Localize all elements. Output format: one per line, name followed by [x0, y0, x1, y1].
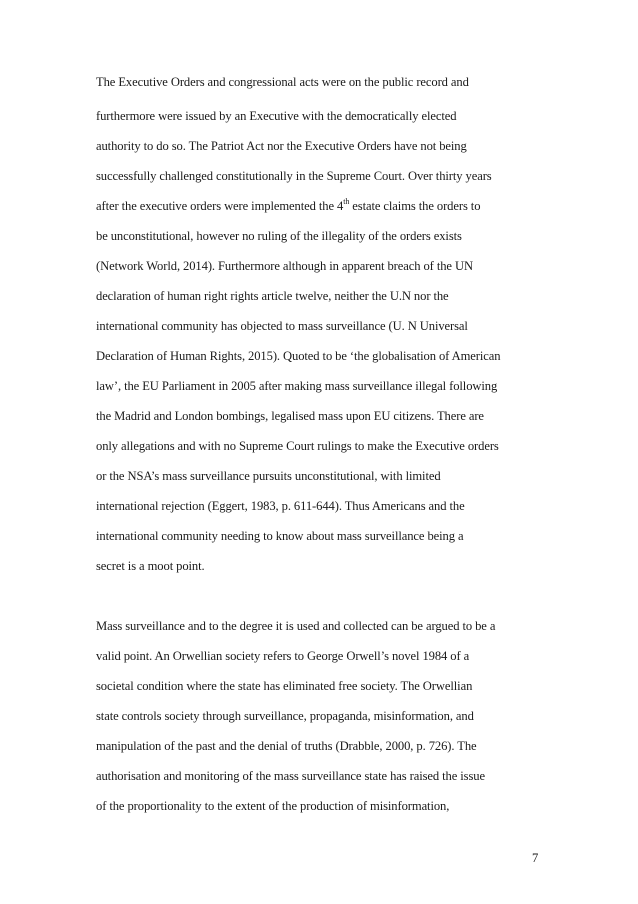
paragraph-1-line-2: furthermore were issued by an Executive with the democratically elected: [96, 109, 457, 123]
paragraph-1-line-9: international community has objected to mass surveillance (U. N Universal: [96, 319, 468, 333]
paragraph-1-line-6: be unconstitutional, however no ruling of the illegality of the orders exists: [96, 229, 462, 243]
superscript-th: th: [343, 196, 350, 206]
paragraph-1-line-5: [96, 198, 480, 214]
paragraph-2-line-1: Mass surveillance and to the degree it is used and collected can be argued to be a: [96, 619, 496, 633]
page-number: 7: [532, 851, 539, 865]
paragraph-2-line-3: societal condition where the state has eliminated free society. The Orwellian: [96, 679, 473, 693]
paragraph-1-line-17: secret is a moot point.: [96, 559, 205, 573]
paragraph-1-line-5-part-2: estate claims the orders to: [349, 199, 481, 213]
paragraph-1-line-10: Declaration of Human Rights, 2015). Quoted to be ‘the globalisation of American: [96, 349, 501, 363]
paragraph-2-line-2: valid point. An Orwellian society refers to George Orwell’s novel 1984 of a: [96, 649, 470, 663]
paragraph-1-line-12: the Madrid and London bombings, legalised mass upon EU citizens. There are: [96, 409, 484, 423]
paragraph-2-line-4: state controls society through surveillance, propaganda, misinformation, and: [96, 709, 474, 723]
paragraph-1-line-7: (Network World, 2014). Furthermore although in apparent breach of the UN: [96, 259, 473, 273]
paragraph-2-line-7: of the proportionality to the extent of the production of misinformation,: [96, 799, 450, 813]
paragraph-1-line-1: The Executive Orders and congressional acts were on the public record and: [96, 75, 469, 89]
paragraph-1-line-5-part-1: after the executive orders were implemented the 4: [96, 199, 344, 213]
paragraph-2-line-5: manipulation of the past and the denial of truths (Drabble, 2000, p. 726). The: [96, 739, 477, 753]
paragraph-2-line-6: authorisation and monitoring of the mass surveillance state has raised the issue: [96, 769, 485, 783]
paragraph-1-line-15: international rejection (Eggert, 1983, p. 611-644). Thus Americans and the: [96, 499, 465, 513]
paragraph-1-line-14: or the NSA’s mass surveillance pursuits unconstitutional, with limited: [96, 469, 441, 483]
paragraph-1-line-11: law’, the EU Parliament in 2005 after making mass surveillance illegal following: [96, 379, 498, 393]
paragraph-1-line-13: only allegations and with no Supreme Court rulings to make the Executive orders: [96, 439, 499, 453]
paragraph-1-line-4: successfully challenged constitutionally in the Supreme Court. Over thirty years: [96, 169, 492, 183]
paragraph-1-line-16: international community needing to know about mass surveillance being a: [96, 529, 464, 543]
paragraph-1-line-8: declaration of human right rights article twelve, neither the U.N nor the: [96, 289, 449, 303]
paragraph-1-line-3: authority to do so. The Patriot Act nor the Executive Orders have not being: [96, 139, 467, 153]
